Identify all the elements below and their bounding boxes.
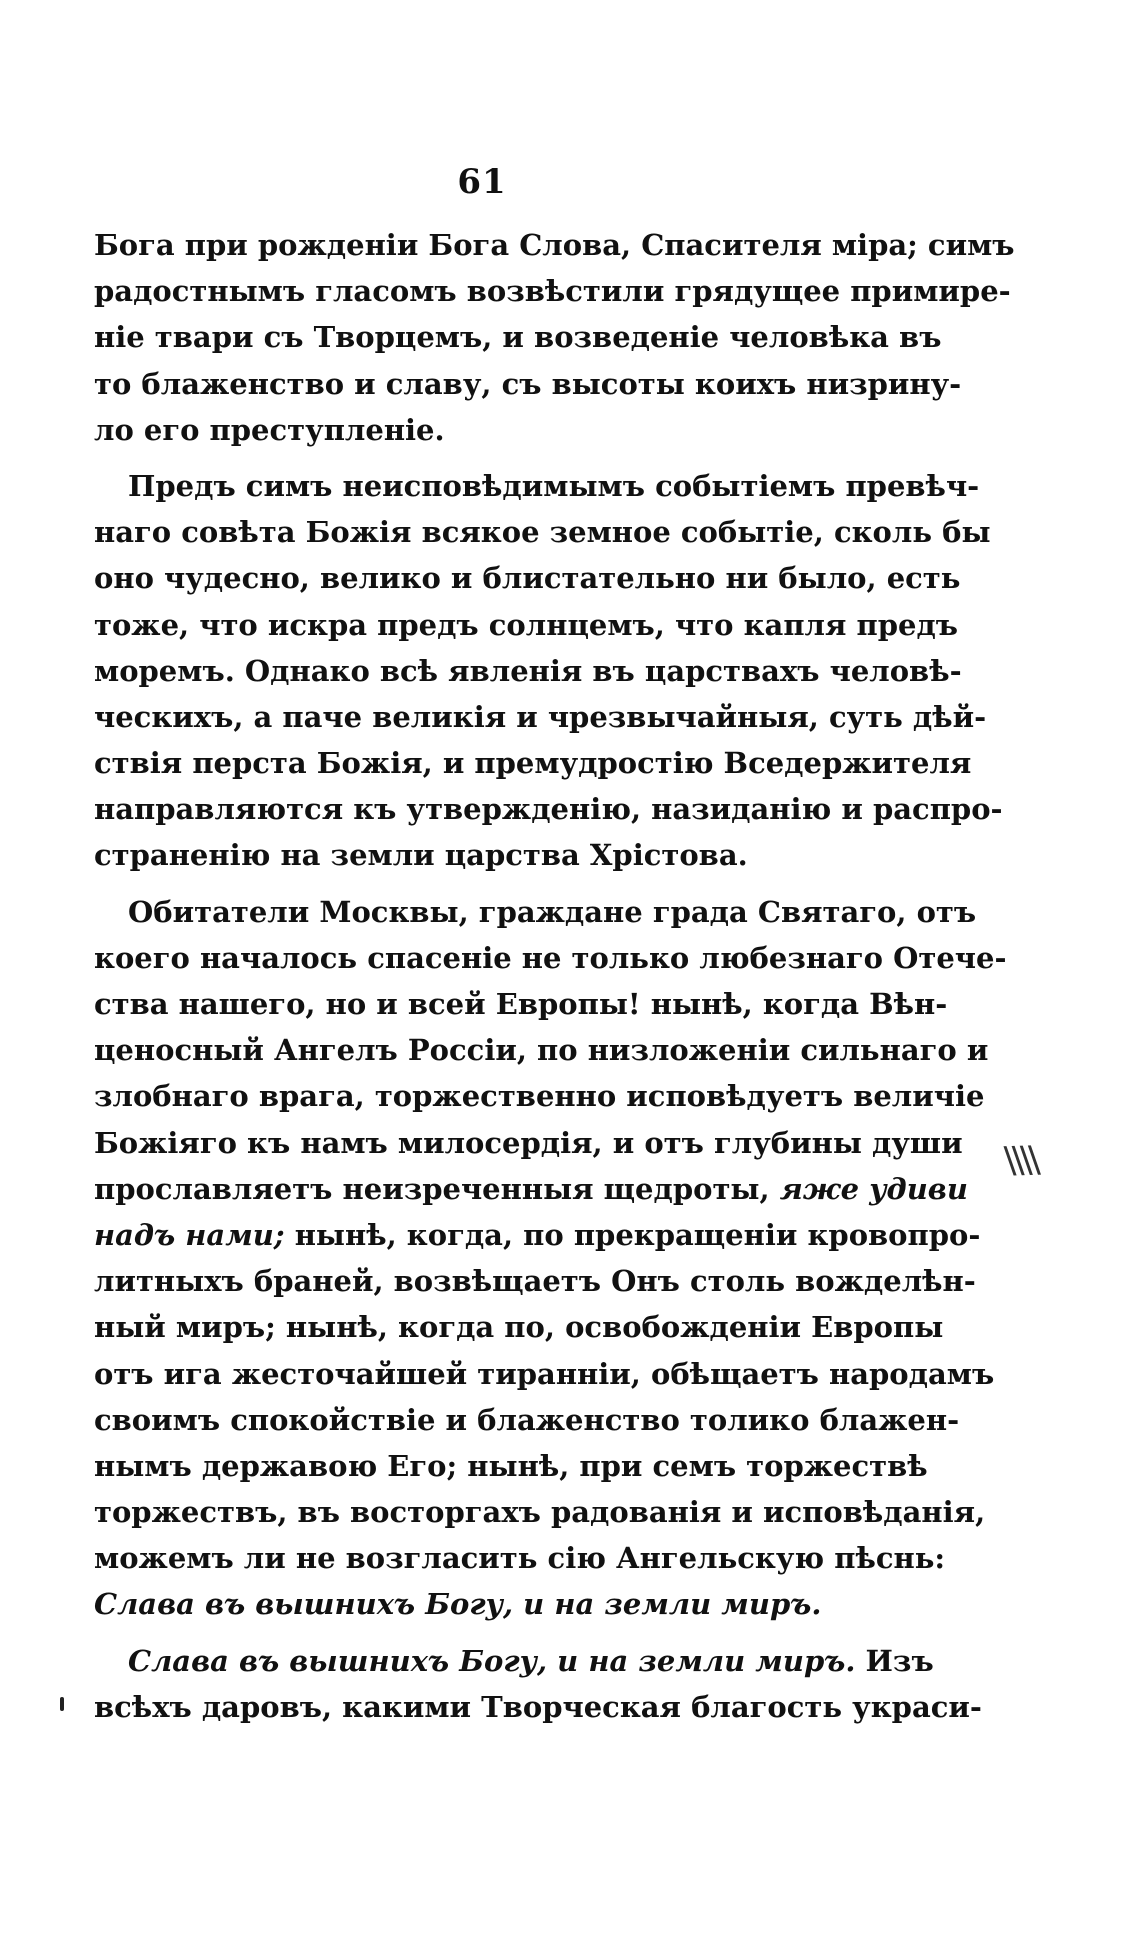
text-line — [94, 1166, 968, 1212]
text-line: Обитатели Москвы, граждане града Святаго, отъ — [128, 894, 977, 929]
text-segment: прославляетъ неизреченныя щедроты, — [94, 1171, 770, 1206]
text-line: своимъ спокойствіе и блаженство толико блажен- — [94, 1402, 960, 1437]
text-line: ствія перста Божія, и премудростію Вседержителя — [94, 746, 972, 781]
text-line: страненію на земли царства Хрістова. — [94, 838, 748, 873]
text-line: ческихъ, а паче великія и чрезвычайныя, суть дѣй- — [94, 699, 987, 734]
text-line: злобнаго врага, торжественно исповѣдуетъ величіе — [94, 1079, 985, 1114]
text-line: отъ ига жесточайшей тиранніи, обѣщаетъ народамъ — [94, 1356, 995, 1391]
text-line: моремъ. Однако всѣ явленія въ царствахъ человѣ- — [94, 653, 962, 688]
text-line: Бога при рожденіи Бога Слова, Спасителя міра; симъ — [94, 228, 1015, 262]
text-line: коего началось спасеніе не только любезнаго Отече- — [94, 940, 1007, 975]
italic-quote: Слава въ вышнихъ Богу, и на земли миръ. — [128, 1643, 856, 1678]
ink-speck — [60, 1697, 64, 1711]
text-line: ценосный Ангелъ Россіи, по низложеніи сильнаго и — [94, 1033, 989, 1068]
text-line — [94, 1638, 934, 1684]
text-line: оно чудесно, велико и блистательно ни было, есть — [94, 561, 961, 596]
handwritten-margin-mark: \\\\ — [1003, 1139, 1038, 1182]
text-line — [94, 1212, 981, 1258]
text-line: нымъ державою Его; нынѣ, при семъ торжествѣ — [94, 1448, 928, 1483]
text-line: ства нашего, но и всей Европы! нынѣ, когда Вѣн- — [94, 987, 948, 1021]
text-line: ніе твари съ Творцемъ, и возведеніе человѣка въ — [94, 320, 942, 355]
text-line: Предъ симъ неисповѣдимымъ событіемъ превѣч- — [128, 468, 980, 503]
text-line: наго совѣта Божія всякое земное событіе, сколь бы — [94, 515, 991, 550]
text-line: направляются къ утвержденію, назиданію и распро- — [94, 792, 1003, 827]
text-segment: Изъ — [865, 1643, 934, 1678]
italic-quote: надъ нами; — [94, 1217, 285, 1252]
italic-quote: яже удиви — [779, 1171, 968, 1206]
text-line: Божіяго къ намъ милосердія, и отъ глубины души — [94, 1125, 963, 1160]
italic-quote-line: Слава въ вышнихъ Богу, и на земли миръ. — [94, 1587, 822, 1622]
paragraph-gap — [94, 453, 926, 463]
body-text — [94, 222, 1015, 1730]
text-line: радостнымъ гласомъ возвѣстили грядущее примире- — [94, 274, 1011, 309]
text-line: литныхъ браней, возвѣщаетъ Онъ столь вожделѣн- — [94, 1264, 976, 1299]
text-line: можемъ ли не возгласить сію Ангельскую пѣснь: — [94, 1541, 946, 1576]
text-line: тоже, что искра предъ солнцемъ, что капля предъ — [94, 607, 959, 642]
text-line: то блаженство и славу, съ высоты коихъ низрину- — [94, 366, 962, 401]
text-line: ло его преступленіе. — [94, 412, 445, 447]
page-number: 61 — [457, 162, 507, 202]
paragraph-gap — [94, 879, 926, 889]
text-line: ный миръ; нынѣ, когда по, освобожденіи Европы — [94, 1310, 944, 1345]
text-line: торжествъ, въ восторгахъ радованія и исповѣданія, — [94, 1495, 986, 1530]
text-segment: нынѣ, когда, по прекращеніи кровопро- — [294, 1217, 981, 1252]
text-line: всѣхъ даровъ, какими Творческая благость украси- — [94, 1689, 982, 1724]
paragraph-gap — [94, 1628, 926, 1638]
